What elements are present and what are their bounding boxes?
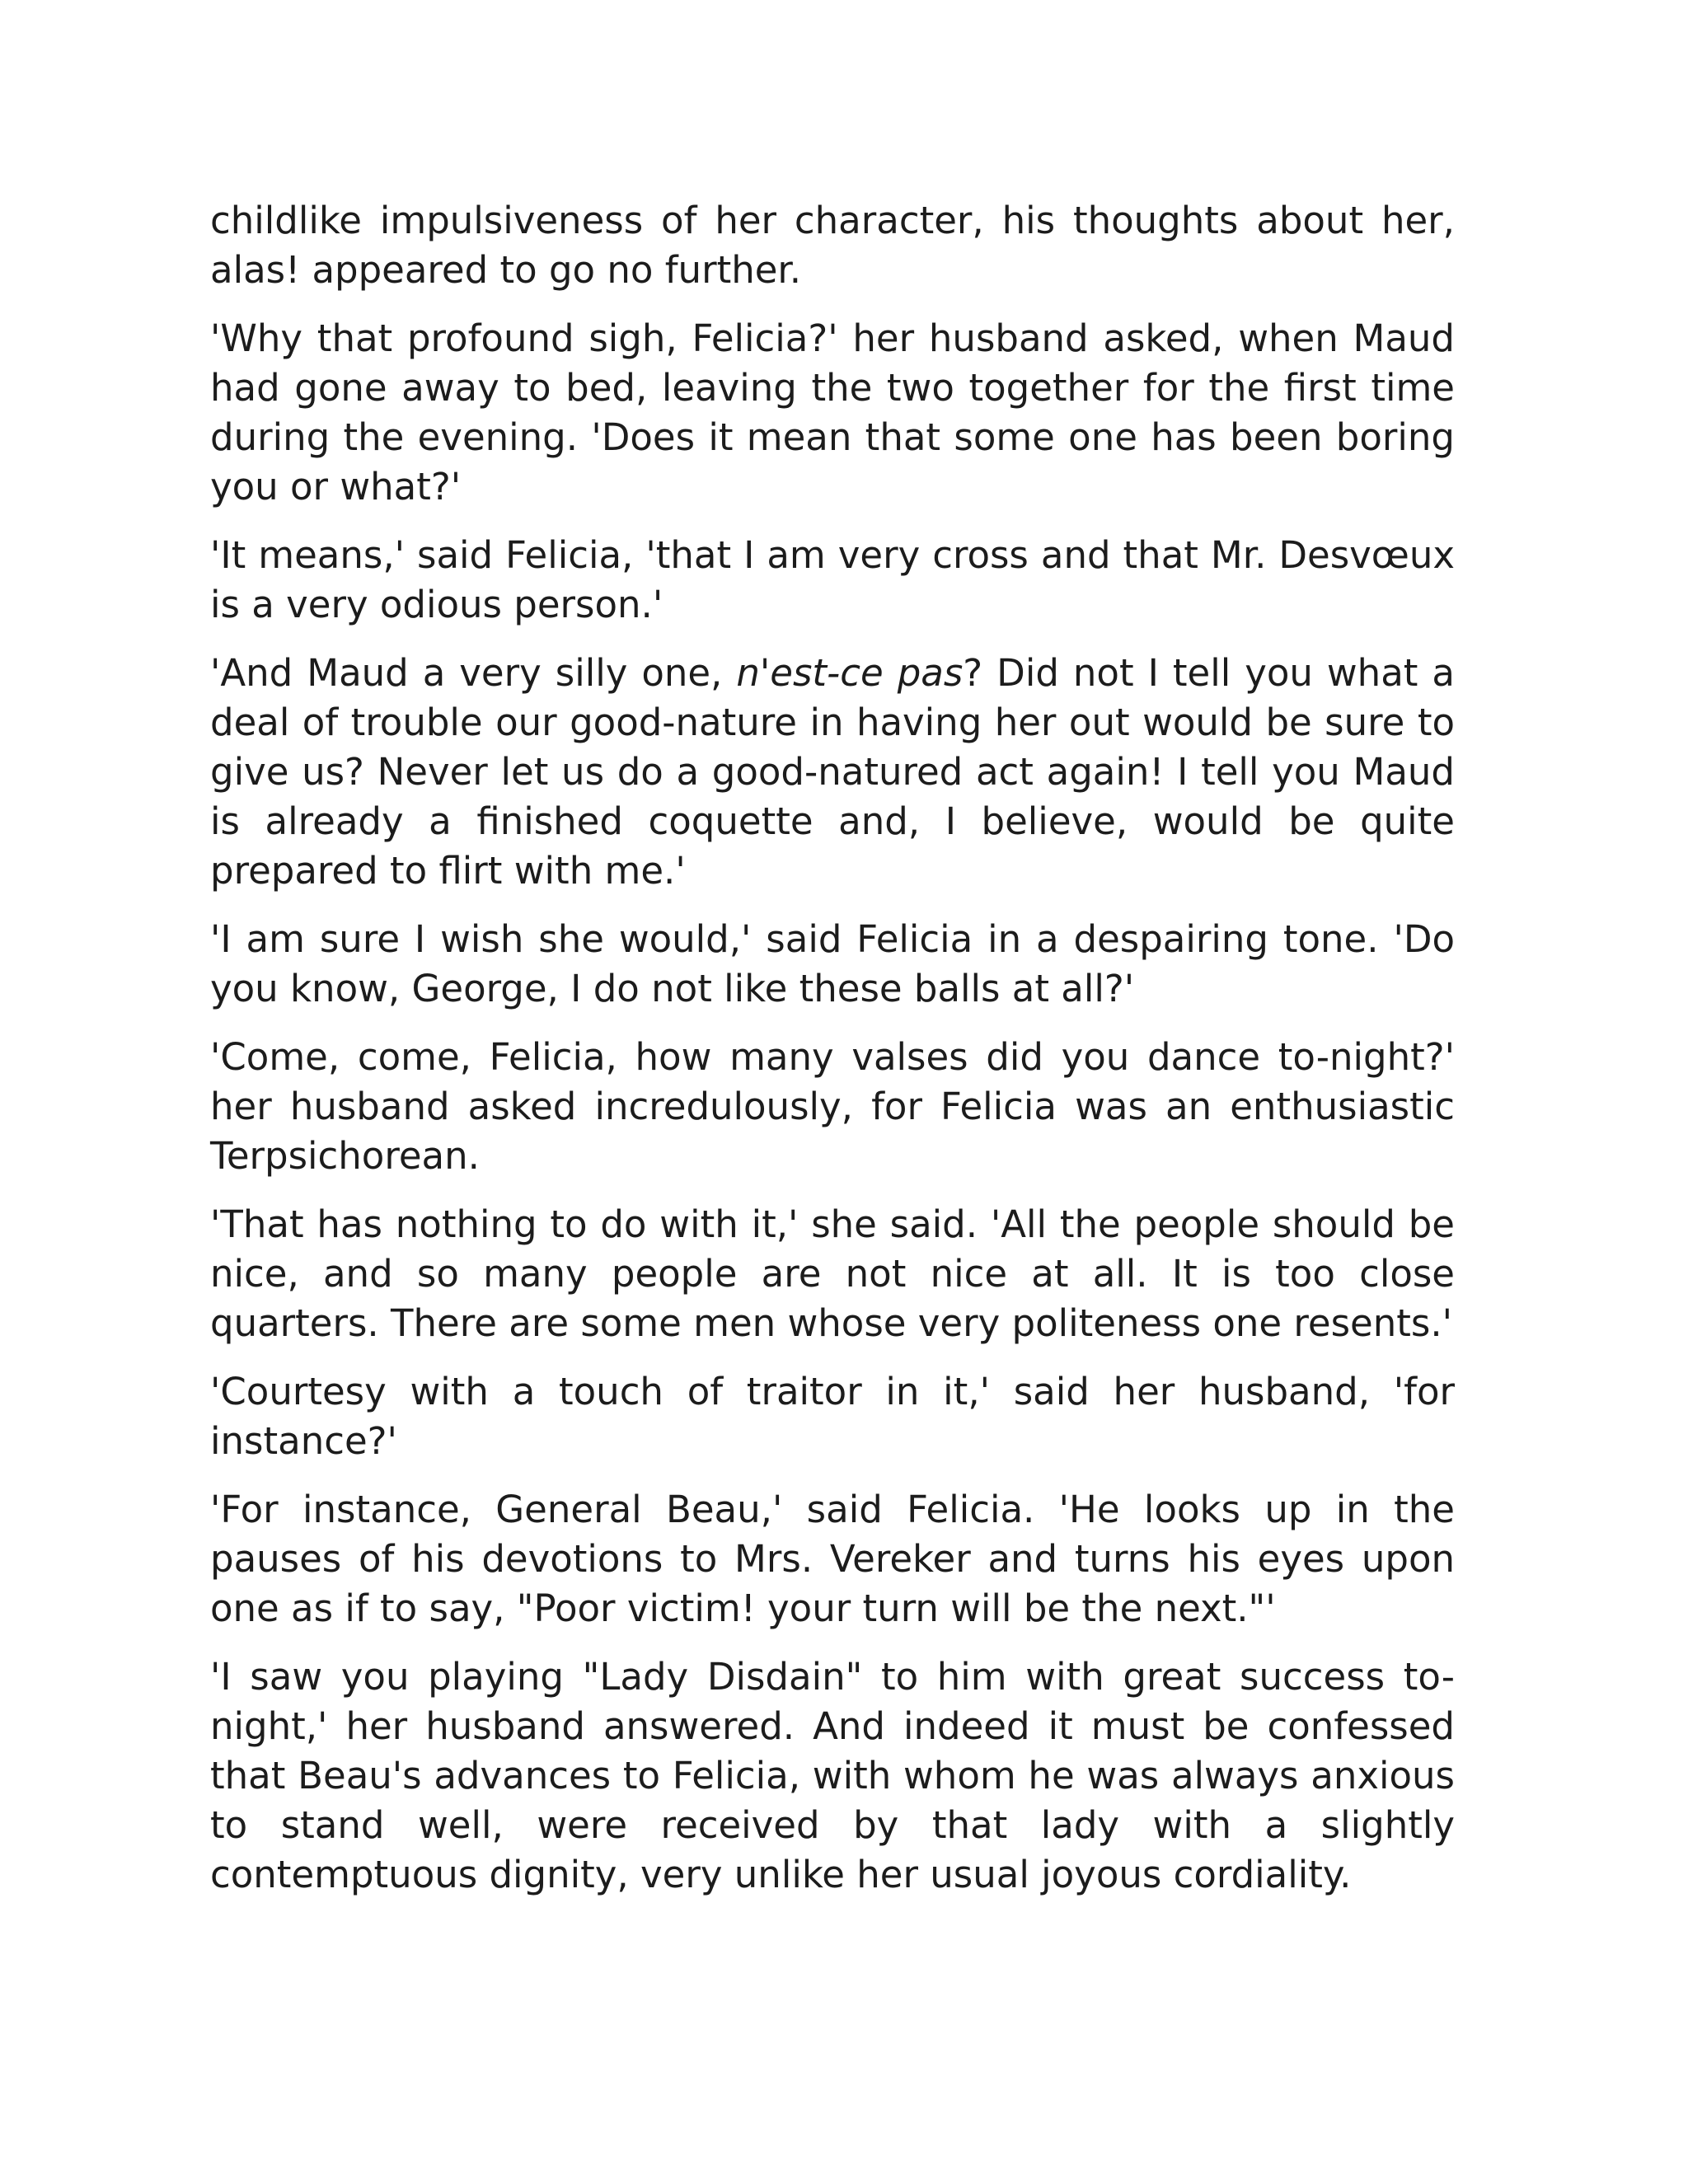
text-run: 'Come, come, Felicia, how many valses did you dance to-night?' her husband asked incredulously, for Felicia was an enthusiastic Terpsichorean. <box>210 1035 1455 1178</box>
paragraph <box>210 1652 1455 1900</box>
text-run: 'It means,' said Felicia, 'that I am very cross and that Mr. Desvœux is a very odious person.' <box>210 533 1455 626</box>
text-run: 'For instance, General Beau,' said Felicia. 'He looks up in the pauses of his devotions to Mrs. Vereker and turns his eyes upon one as if to say, "Poor victim! your turn will be the next."' <box>210 1488 1455 1630</box>
paragraph <box>210 314 1455 512</box>
paragraph <box>210 531 1455 630</box>
text-run: 'I am sure I wish she would,' said Felicia in a despairing tone. 'Do you know, George, I do not like these balls at all?' <box>210 917 1455 1010</box>
page-body <box>210 196 1455 1919</box>
paragraph <box>210 915 1455 1014</box>
text-run: 'And Maud a very silly one, <box>210 651 737 695</box>
text-run: 'That has nothing to do with it,' she said. 'All the people should be nice, and so many people are not nice at all. It is too close quarters. There are some men whose very politeness one resents.' <box>210 1202 1455 1345</box>
paragraph <box>210 1033 1455 1181</box>
paragraph <box>210 196 1455 295</box>
text-run: 'I saw you playing "Lady Disdain" to him with great success to-night,' her husband answered. And indeed it must be confessed that Beau's advances to Felicia, with whom he was always anxious to stand well, were received by that lady with a slightly contemptuous dignity, very unlike her usual joyous cordiality. <box>210 1655 1455 1896</box>
italic-run: n'est-ce pas <box>736 651 964 695</box>
text-run: 'Why that profound sigh, Felicia?' her husband asked, when Maud had gone away to bed, leaving the two together for the first time during the evening. 'Does it mean that some one has been boring you or what?' <box>210 316 1455 509</box>
paragraph <box>210 1485 1455 1633</box>
paragraph <box>210 649 1455 896</box>
text-run: 'Courtesy with a touch of traitor in it,' said her husband, 'for instance?' <box>210 1370 1455 1463</box>
paragraph <box>210 1200 1455 1348</box>
text-run: childlike impulsiveness of her character, his thoughts about her, alas! appeared to go no further. <box>210 199 1455 292</box>
paragraph <box>210 1367 1455 1466</box>
text-run: ? Did not I tell you what a deal of trouble our good-nature in having her out would be sure to give us? Never let us do a good-natured act again! I tell you Maud is already a finished coquette and, I believe, would be quite prepared to flirt with me.' <box>210 651 1455 893</box>
